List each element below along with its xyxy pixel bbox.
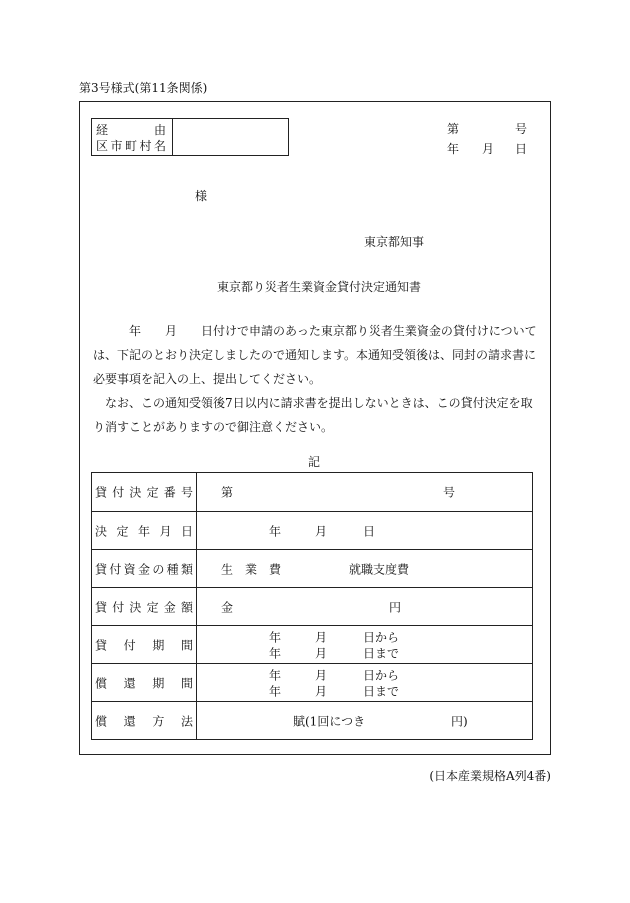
table-row — [92, 511, 532, 549]
table-row — [92, 549, 532, 587]
row-label-text: 貸 付 決 定 金 額 — [95, 600, 193, 614]
issuer: 東京都知事 — [364, 235, 425, 249]
row-label — [92, 702, 197, 739]
row-label — [92, 588, 197, 625]
row-label — [92, 550, 197, 587]
date-day: 日 — [515, 142, 528, 156]
table-row — [92, 625, 532, 663]
number-go: 号 — [515, 122, 528, 136]
form-number: 第3号様式(第11条関係) — [79, 81, 208, 95]
row-value: 生 業 費 就職支度費 — [221, 562, 410, 577]
row-value: 第 号 — [221, 485, 456, 500]
table-row — [92, 587, 532, 625]
row-label — [92, 664, 197, 701]
body-text — [93, 319, 543, 439]
row-value: 年 月 日から 年 月 日まで — [269, 668, 400, 699]
routing-box — [91, 118, 289, 156]
row-value: 年 月 日から 年 月 日まで — [269, 630, 400, 661]
table-row — [92, 701, 532, 739]
row-label-text: 償 還 期 間 — [95, 676, 193, 690]
routing-label — [92, 119, 173, 155]
paper-size-note: (日本産業規格A列4番) — [429, 769, 551, 783]
row-value: 金 円 — [221, 600, 402, 615]
number-dai: 第 — [447, 122, 460, 136]
row-label-text: 償 還 方 法 — [95, 714, 193, 728]
ki-heading: 記 — [308, 455, 321, 469]
date-month: 月 — [482, 142, 495, 156]
routing-label-line1: 経 由 — [96, 123, 166, 137]
row-label-text: 貸 付 決 定 番 号 — [95, 485, 193, 500]
decision-table — [91, 472, 533, 740]
body-paragraph-1: 年 月 日付けで申請のあった東京都り災者生業資金の貸付けについては、下記のとおり決定しましたので通知します。本通知受領後は、同封の請求書に必要事項を記入の上、提出してください。 — [93, 324, 537, 386]
row-label — [92, 512, 197, 549]
row-label-text: 貸 付 期 間 — [95, 638, 193, 652]
addressee-suffix: 様 — [195, 189, 208, 203]
row-value: 賦(1回につき 円) — [293, 714, 468, 729]
table-row — [92, 663, 532, 701]
row-label — [92, 473, 197, 511]
row-label-text: 決 定 年 月 日 — [95, 524, 193, 538]
body-paragraph-2: なお、この通知受領後7日以内に請求書を提出しないときは、この貸付決定を取り消すことがありますので御注意ください。 — [93, 396, 533, 434]
document-title: 東京都り災者生業資金貸付決定通知書 — [217, 280, 422, 294]
row-label — [92, 626, 197, 663]
date-year: 年 — [447, 142, 460, 156]
row-label-text: 貸 付 資 金 の 種 類 — [95, 562, 193, 576]
table-row — [92, 473, 532, 511]
row-value: 年 月 日 — [269, 524, 376, 539]
routing-label-line2: 区 市 町 村 名 — [96, 139, 166, 153]
